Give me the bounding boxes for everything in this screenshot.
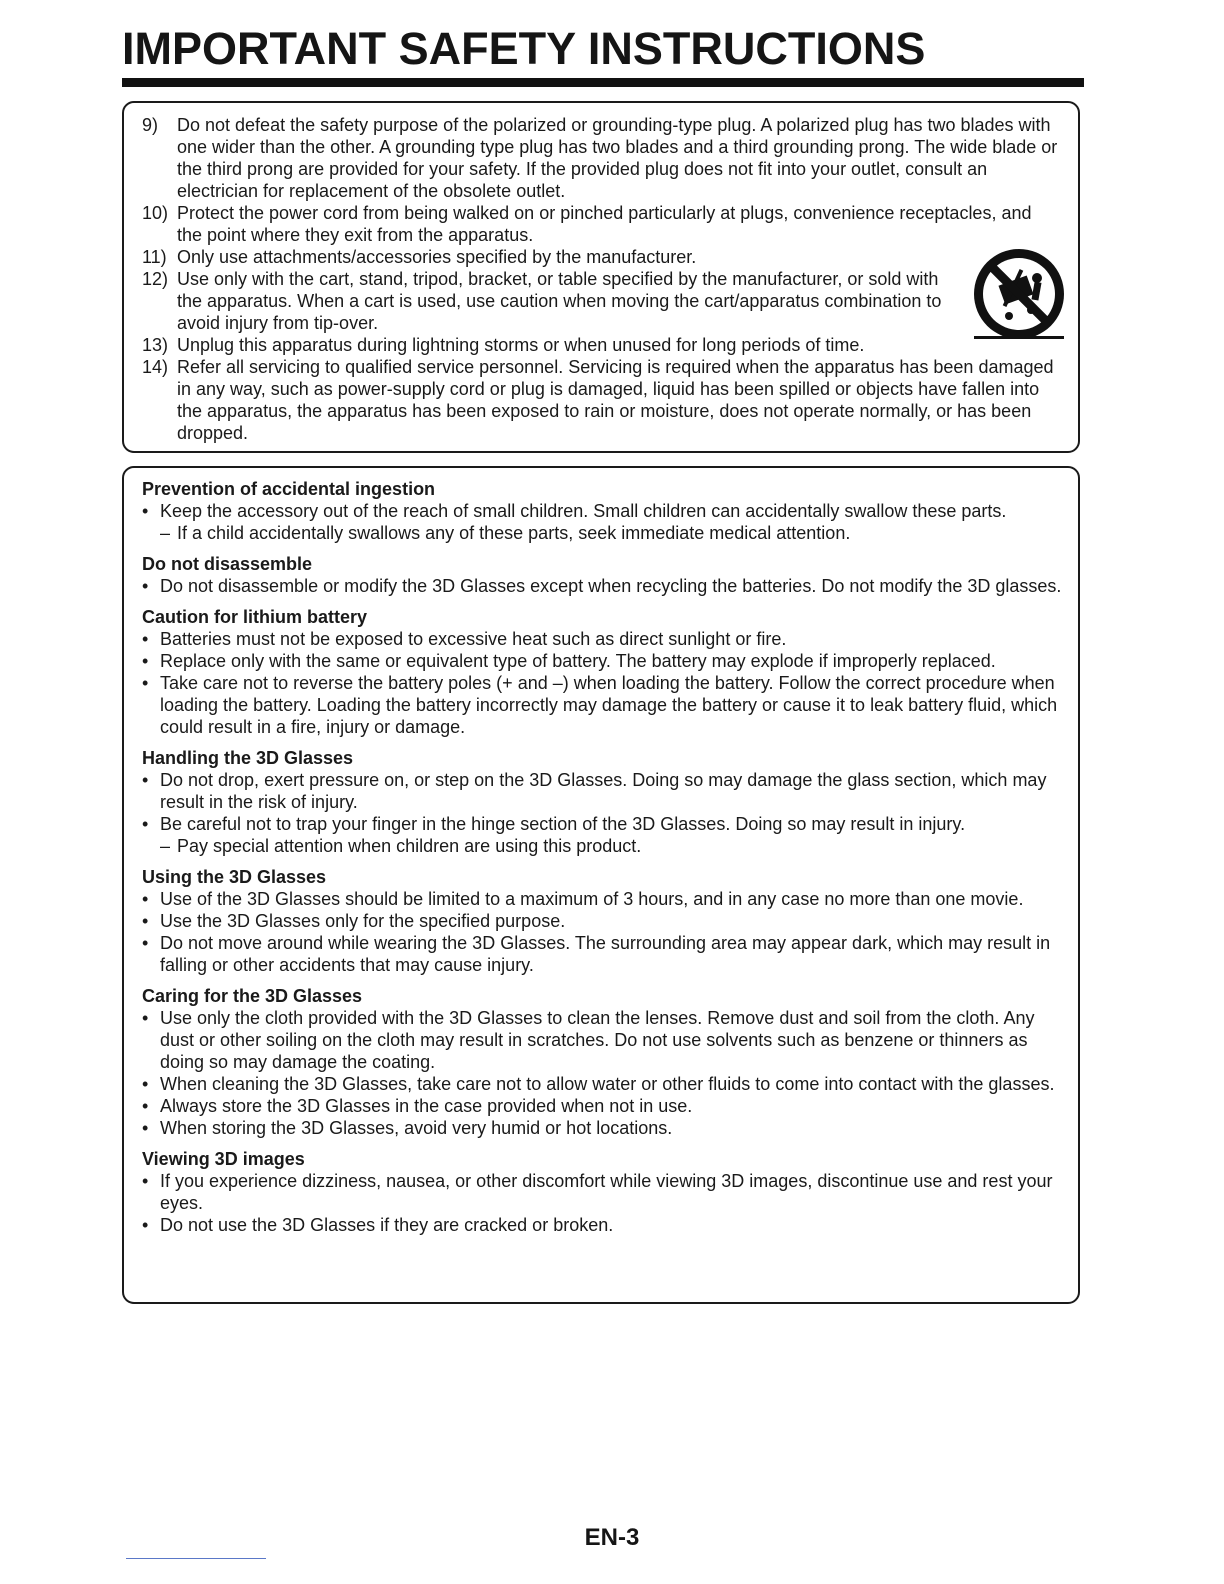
bullet-glyph: • [142, 501, 149, 521]
section-handling [142, 747, 1062, 857]
bullet-glyph: • [142, 1171, 149, 1191]
item-text: Refer all servicing to qualified service personnel. Servicing is required when the apparatus has been damaged in any way, such as power-supply cord or plug is damaged, liquid has been spilled or objects have fallen into the apparatus, the apparatus has been exposed to rain or moisture, does not operate normally, or has been dropped. [177, 357, 1054, 443]
section-using [142, 866, 1062, 976]
bullet-text: Do not disassemble or modify the 3D Glasses except when recycling the batteries. Do not modify the 3D glasses. [160, 576, 1062, 596]
bullet-text: Take care not to reverse the battery poles (+ and –) when loading the battery. Follow the correct procedure when loading the battery. Loading the battery incorrectly may damage the battery or cause it to leak battery fluid, which could result in a fire, injury or damage. [160, 673, 1058, 737]
section-title: Using the 3D Glasses [142, 867, 327, 887]
bullet-text: Use of the 3D Glasses should be limited to a maximum of 3 hours, and in any case no more than one movie. [160, 889, 1024, 909]
bullet-text: Use only the cloth provided with the 3D Glasses to clean the lenses. Remove dust and soil from the cloth. Any dust or other soiling on the cloth may result in scratches. Do not use solvents such as benzene or thinners as doing so may damage the coating. [160, 1008, 1035, 1072]
section-ingestion [142, 478, 1062, 544]
list-item [142, 334, 1058, 356]
section-viewing [142, 1148, 1062, 1236]
bullet-glyph: • [142, 1008, 149, 1028]
bullet-list [142, 1170, 1062, 1236]
bullet-glyph: • [142, 889, 149, 909]
numbered-list [142, 114, 1058, 444]
list-item [142, 114, 1058, 202]
bullet-glyph: • [142, 651, 149, 671]
glasses-safety-box [122, 466, 1080, 1304]
bullet-text: If you experience dizziness, nausea, or other discomfort while viewing 3D images, discontinue use and rest your eyes. [160, 1171, 1053, 1213]
sub-text: Pay special attention when children are using this product. [177, 836, 642, 856]
bullet-text: Do not drop, exert pressure on, or step on the 3D Glasses. Doing so may damage the glass section, which may result in the risk of injury. [160, 770, 1047, 812]
footer-rule [126, 1558, 266, 1559]
bullet-glyph: • [142, 1096, 149, 1116]
item-text: Only use attachments/accessories specified by the manufacturer. [177, 247, 697, 267]
bullet-item [142, 650, 1062, 672]
numbered-instructions-box [122, 101, 1080, 453]
bullet-list [142, 769, 1062, 857]
bullet-text: Be careful not to trap your finger in the hinge section of the 3D Glasses. Doing so may result in injury. [160, 814, 966, 834]
item-number: 10) [142, 203, 169, 223]
bullet-item [142, 1170, 1062, 1214]
bullet-item [142, 575, 1062, 597]
sub-item [142, 522, 1062, 544]
bullet-text: When storing the 3D Glasses, avoid very humid or hot locations. [160, 1118, 673, 1138]
bullet-item [142, 888, 1062, 910]
bullet-item [142, 813, 1062, 835]
bullet-item [142, 932, 1062, 976]
bullet-text: Use the 3D Glasses only for the specified purpose. [160, 911, 566, 931]
bullet-glyph: • [142, 814, 149, 834]
section-caring [142, 985, 1062, 1139]
bullet-glyph: • [142, 933, 149, 953]
section-title: Caring for the 3D Glasses [142, 986, 363, 1006]
list-item [142, 356, 1058, 444]
bullet-item [142, 910, 1062, 932]
bullet-glyph: • [142, 576, 149, 596]
bullet-text: Always store the 3D Glasses in the case provided when not in use. [160, 1096, 693, 1116]
sub-item [142, 835, 1062, 857]
bullet-item [142, 1117, 1062, 1139]
section-disassemble [142, 553, 1062, 597]
item-number: 9) [142, 115, 159, 135]
section-title: Do not disassemble [142, 554, 313, 574]
bullet-text: Do not use the 3D Glasses if they are cracked or broken. [160, 1215, 614, 1235]
bullet-glyph: • [142, 1118, 149, 1138]
bullet-glyph: • [142, 770, 149, 790]
section-title: Handling the 3D Glasses [142, 748, 354, 768]
list-item [142, 246, 1058, 268]
bullet-text: Keep the accessory out of the reach of small children. Small children can accidentally swallow these parts. [160, 501, 1007, 521]
bullet-item [142, 1095, 1062, 1117]
item-number: 13) [142, 335, 169, 355]
item-text: Unplug this apparatus during lightning storms or when unused for long periods of time. [177, 335, 865, 355]
bullet-glyph: • [142, 673, 149, 693]
bullet-list [142, 628, 1062, 738]
item-number: 12) [142, 269, 169, 289]
bullet-list [142, 575, 1062, 597]
bullet-item [142, 1073, 1062, 1095]
item-number: 11) [142, 247, 167, 267]
sub-glyph: – [160, 523, 171, 543]
bullet-item [142, 672, 1062, 738]
item-number: 14) [142, 357, 169, 377]
bullet-glyph: • [142, 1074, 149, 1094]
bullet-item [142, 1007, 1062, 1073]
section-lithium-battery [142, 606, 1062, 738]
bullet-text: Replace only with the same or equivalent type of battery. The battery may explode if improperly replaced. [160, 651, 996, 671]
list-item [142, 202, 1058, 246]
bullet-glyph: • [142, 629, 149, 649]
bullet-item [142, 769, 1062, 813]
section-title: Caution for lithium battery [142, 607, 367, 627]
item-text: Protect the power cord from being walked on or pinched particularly at plugs, convenience receptacles, and the point where they exit from the apparatus. [177, 203, 1032, 245]
page-number: EN-3 [584, 1524, 640, 1551]
item-text: Use only with the cart, stand, tripod, bracket, or table specified by the manufacturer, or sold with the apparatus. When a cart is used, use caution when moving the cart/apparatus combination to avoid injury from tip-over. [177, 269, 942, 333]
bullet-text: When cleaning the 3D Glasses, take care not to allow water or other fluids to come into contact with the glasses. [160, 1074, 1055, 1094]
bullet-list [142, 1007, 1062, 1139]
bullet-item [142, 500, 1062, 522]
sub-glyph: – [160, 836, 171, 856]
page-title: IMPORTANT SAFETY INSTRUCTIONS [122, 23, 926, 74]
bullet-glyph: • [142, 1215, 149, 1235]
bullet-item [142, 1214, 1062, 1236]
section-title: Prevention of accidental ingestion [142, 479, 436, 499]
sub-text: If a child accidentally swallows any of these parts, seek immediate medical attention. [177, 523, 851, 543]
section-title: Viewing 3D images [142, 1149, 305, 1169]
cart-tip-over-warning-icon [971, 248, 1067, 344]
bullet-text: Do not move around while wearing the 3D Glasses. The surrounding area may appear dark, which may result in falling or other accidents that may cause injury. [160, 933, 1051, 975]
item-text: Do not defeat the safety purpose of the polarized or grounding-type plug. A polarized plug has two blades with one wider than the other. A grounding type plug has two blades and a third grounding prong. The wide blade or the third prong are provided for your safety. If the provided plug does not fit into your outlet, consult an electrician for replacement of the obsolete outlet. [177, 115, 1058, 201]
bullet-list [142, 500, 1062, 544]
bullet-glyph: • [142, 911, 149, 931]
bullet-list [142, 888, 1062, 976]
list-item [142, 268, 1058, 334]
title-rule [122, 78, 1084, 87]
bullet-item [142, 628, 1062, 650]
bullet-text: Batteries must not be exposed to excessive heat such as direct sunlight or fire. [160, 629, 787, 649]
